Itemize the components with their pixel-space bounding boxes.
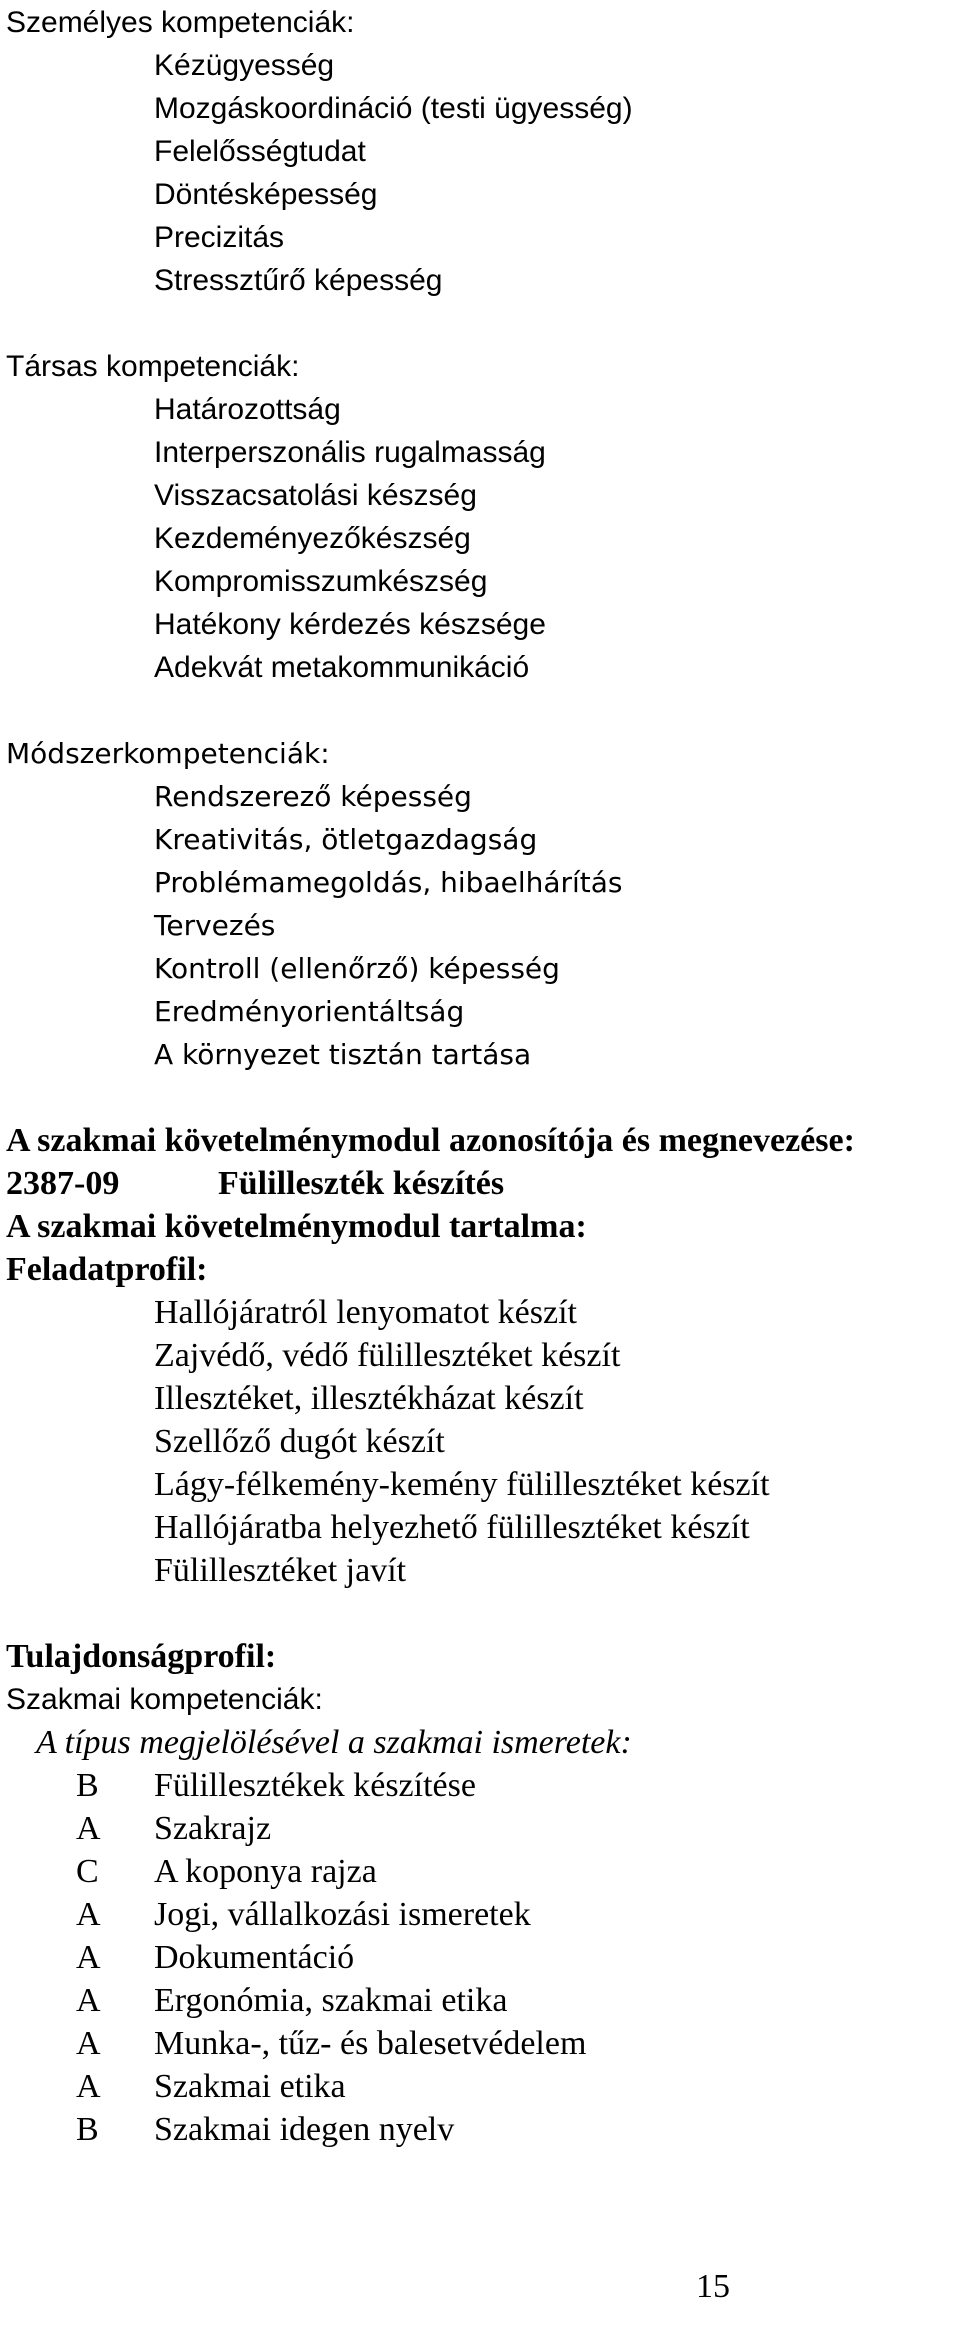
social-item: Kezdeményezőkészség bbox=[154, 522, 471, 555]
personal-competencies-heading: Személyes kompetenciák: bbox=[6, 6, 355, 39]
property-profile-heading: Tulajdonságprofil: bbox=[6, 1638, 277, 1675]
module-content-label: A szakmai követelménymodul tartalma: bbox=[6, 1208, 587, 1245]
knowledge-type: A bbox=[76, 2025, 101, 2062]
social-item: Kompromisszumkészség bbox=[154, 565, 488, 598]
social-item: Visszacsatolási készség bbox=[154, 479, 477, 512]
method-item: Kontroll (ellenőrző) képesség bbox=[154, 952, 560, 985]
knowledge-label: Munka-, tűz- és balesetvédelem bbox=[154, 2025, 587, 2062]
knowledge-type: A bbox=[76, 2068, 101, 2105]
task-item: Lágy-félkemény-kemény fülillesztéket készít bbox=[154, 1466, 770, 1503]
method-item: Eredményorientáltság bbox=[154, 995, 465, 1028]
social-item: Adekvát metakommunikáció bbox=[154, 651, 530, 684]
personal-item: Precizitás bbox=[154, 221, 285, 254]
personal-item: Döntésképesség bbox=[154, 178, 378, 211]
task-item: Zajvédő, védő fülillesztéket készít bbox=[154, 1337, 621, 1374]
knowledge-type: B bbox=[76, 2111, 99, 2148]
social-item: Interperszonális rugalmasság bbox=[154, 436, 546, 469]
knowledge-label: A koponya rajza bbox=[154, 1853, 377, 1890]
knowledge-type: A bbox=[76, 1939, 101, 1976]
task-item: Szellőző dugót készít bbox=[154, 1423, 445, 1460]
method-item: Kreativitás, ötletgazdagság bbox=[154, 823, 538, 856]
task-item: Hallójáratba helyezhető fülillesztéket készít bbox=[154, 1509, 750, 1546]
personal-item: Stressztűrő képesség bbox=[154, 264, 443, 297]
task-item: Illesztéket, illesztékházat készít bbox=[154, 1380, 584, 1417]
knowledge-type: A bbox=[76, 1896, 101, 1933]
module-name: Fülilleszték készítés bbox=[218, 1165, 505, 1202]
type-note: A típus megjelölésével a szakmai ismeretek: bbox=[36, 1724, 632, 1761]
task-profile-heading: Feladatprofil: bbox=[6, 1251, 208, 1288]
method-item: A környezet tisztán tartása bbox=[154, 1038, 532, 1071]
knowledge-label: Szakmai idegen nyelv bbox=[154, 2111, 455, 2148]
personal-item: Kézügyesség bbox=[154, 49, 335, 82]
task-item: Fülillesztéket javít bbox=[154, 1552, 407, 1589]
knowledge-label: Fülillesztékek készítése bbox=[154, 1767, 476, 1804]
knowledge-label: Szakrajz bbox=[154, 1810, 272, 1847]
personal-item: Mozgáskoordináció (testi ügyesség) bbox=[154, 92, 633, 125]
knowledge-type: A bbox=[76, 1982, 101, 2019]
knowledge-type: A bbox=[76, 1810, 101, 1847]
knowledge-label: Jogi, vállalkozási ismeretek bbox=[154, 1896, 531, 1933]
task-item: Hallójáratról lenyomatot készít bbox=[154, 1294, 577, 1331]
module-id-label: A szakmai követelménymodul azonosítója és megnevezése: bbox=[6, 1122, 855, 1159]
knowledge-label: Szakmai etika bbox=[154, 2068, 346, 2105]
knowledge-label: Ergonómia, szakmai etika bbox=[154, 1982, 508, 2019]
module-code: 2387-09 bbox=[6, 1165, 120, 1202]
personal-item: Felelősségtudat bbox=[154, 135, 366, 168]
method-item: Rendszerező képesség bbox=[154, 780, 472, 813]
professional-competencies-subheading: Szakmai kompetenciák: bbox=[6, 1683, 323, 1716]
knowledge-type: B bbox=[76, 1767, 99, 1804]
social-item: Hatékony kérdezés készsége bbox=[154, 608, 546, 641]
knowledge-label: Dokumentáció bbox=[154, 1939, 355, 1976]
method-item: Tervezés bbox=[154, 909, 276, 942]
social-competencies-heading: Társas kompetenciák: bbox=[6, 350, 300, 383]
method-competencies-heading: Módszerkompetenciák: bbox=[6, 737, 330, 770]
method-item: Problémamegoldás, hibaelhárítás bbox=[154, 866, 623, 899]
social-item: Határozottság bbox=[154, 393, 341, 426]
page-number: 15 bbox=[696, 2268, 730, 2305]
knowledge-type: C bbox=[76, 1853, 99, 1890]
